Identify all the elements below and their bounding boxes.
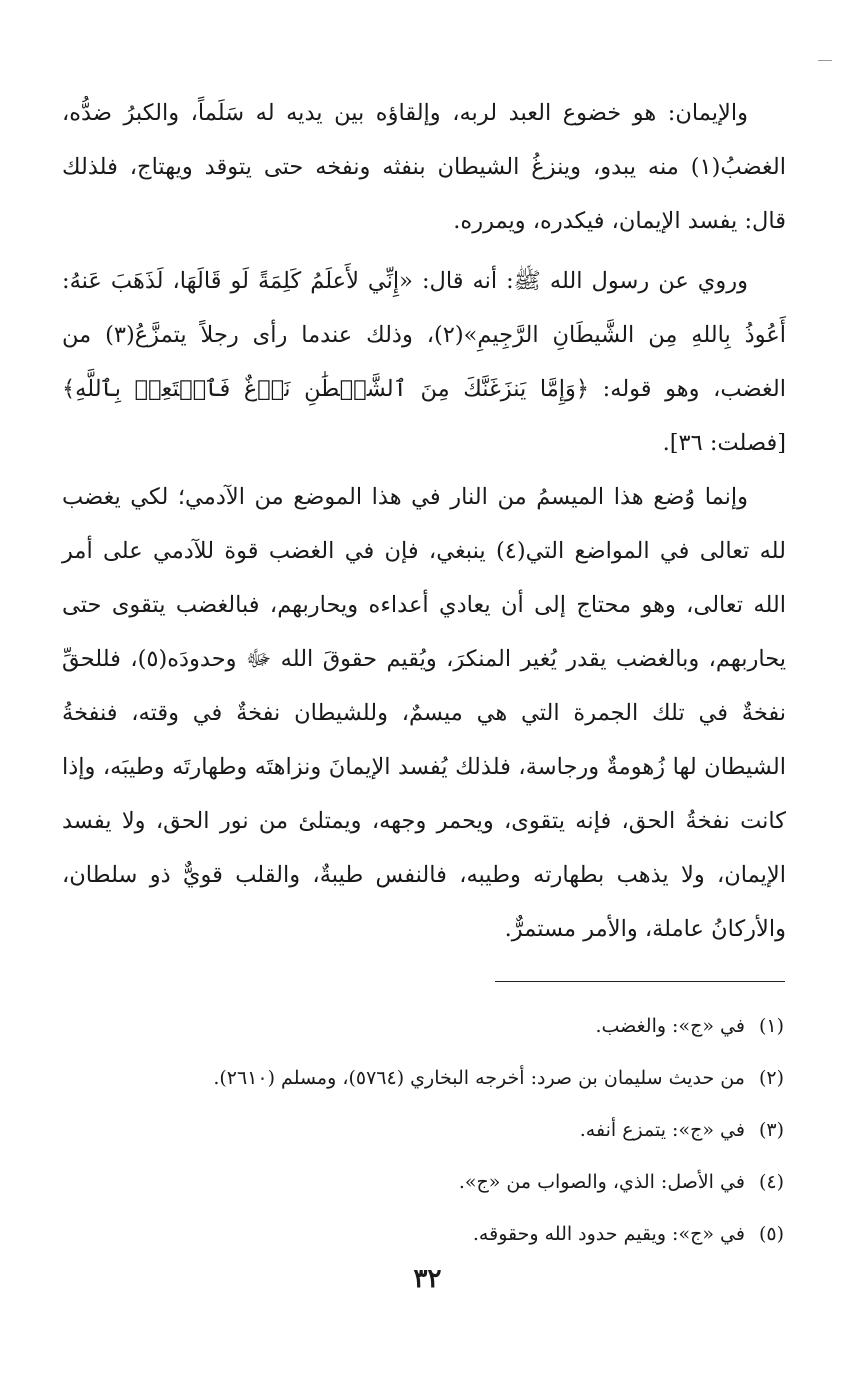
paragraph-text: وإنما وُضع هذا الميسمُ من النار في هذا الموضع من الآدمي؛ لكي يغضب لله تعالى في المواضع التي(٤) ينبغي، فإن في الغضب قوة للآدمي على أمر الله تعالى، وهو محتاج إلى أن يعادي أعداءه ويحاربهم، فبالغضب يتقوى حتى يحاربهم، وبالغضب يقدر يُغير المنكرَ، ويُقيم حقوقَ الله ﷻ وحدودَه(٥)، فللحقِّ نفخةٌ في تلك الجمرة التي هي ميسمٌ، وللشيطان نفخةٌ في وقته، فنفخةُ الشيطان لها زُهومةٌ ورجاسة، فلذلك يُفسد الإيمانَ ونزاهتَه وطهارتَه وطيبَه، وإذا كانت نفخةُ الحق، فإنه يتقوى، ويحمر وجهه، ويمتلئ من نور الحق، ولا يفسد الإيمان، ولا يذهب بطهارته وطيبه، فالنفس طيبةٌ، والقلب قويٌّ ذو سلطان، والأركانُ عاملة، والأمر مستمرٌّ. xyxy=(62,484,786,942)
footnote-item xyxy=(62,1104,784,1156)
footnote-text: في «ج»: والغضب. xyxy=(595,1015,745,1037)
footnote-item xyxy=(62,1156,784,1208)
footnote-item xyxy=(62,1208,784,1260)
footnote-number: (٣) xyxy=(758,1119,784,1141)
footnote-number: (١) xyxy=(758,1015,784,1037)
paragraph-text: والإيمان: هو خضوع العبد لربه، وإلقاؤه بين يديه له سَلَماً، والكبرُ ضدُّه، الغضبُ(١) منه يبدو، وينزغُ الشيطان بنفثه ونفخه حتى يتوقد ويهتاج، فلذلك قال: يفسد الإيمان، فيكدره، ويمرره. xyxy=(62,100,786,234)
body-paragraph-3 xyxy=(62,470,786,956)
footnote-item xyxy=(62,1000,784,1052)
footnotes-list xyxy=(62,1000,784,1260)
body-paragraph-2 xyxy=(62,254,786,470)
footnote-text: في «ج»: يتمزع أنفه. xyxy=(579,1119,745,1141)
footnote-number: (٢) xyxy=(758,1067,784,1089)
footnote-item xyxy=(62,1052,784,1104)
footnote-text: في «ج»: ويقيم حدود الله وحقوقه. xyxy=(472,1223,745,1245)
footnote-text: في الأصل: الذي، والصواب من «ج». xyxy=(458,1171,745,1193)
footnote-number: (٤) xyxy=(758,1171,784,1193)
scan-mark xyxy=(818,60,832,61)
footnote-separator xyxy=(495,981,785,982)
page-number: ٣٢ xyxy=(413,1264,442,1294)
footnote-number: (٥) xyxy=(758,1223,784,1245)
body-paragraph-1 xyxy=(62,86,786,248)
footnote-text: من حديث سليمان بن صرد: أخرجه البخاري (٥٧٦٤)، ومسلم (٢٦١٠). xyxy=(213,1067,745,1089)
paragraph-text: وروي عن رسول الله ﷺ: أنه قال: «إِنِّي لأَعلَمُ كَلِمَةً لَو قَالَهَا، لَذَهَبَ عَنهُ: أَعُوذُ بِاللهِ مِن الشَّيطَانِ الرَّجِيمِ»(٢)، وذلك عندما رأى رجلاً يتمزَّعُ(٣) من الغضب، وهو قوله: ﴿وَإِمَّا يَنزَغَنَّكَ مِنَ ٱلشَّيۡطَٰنِ نَزۡغٌ فَٱسۡتَعِذۡ بِٱللَّهِ﴾[فصلت: ٣٦]. xyxy=(62,268,786,456)
